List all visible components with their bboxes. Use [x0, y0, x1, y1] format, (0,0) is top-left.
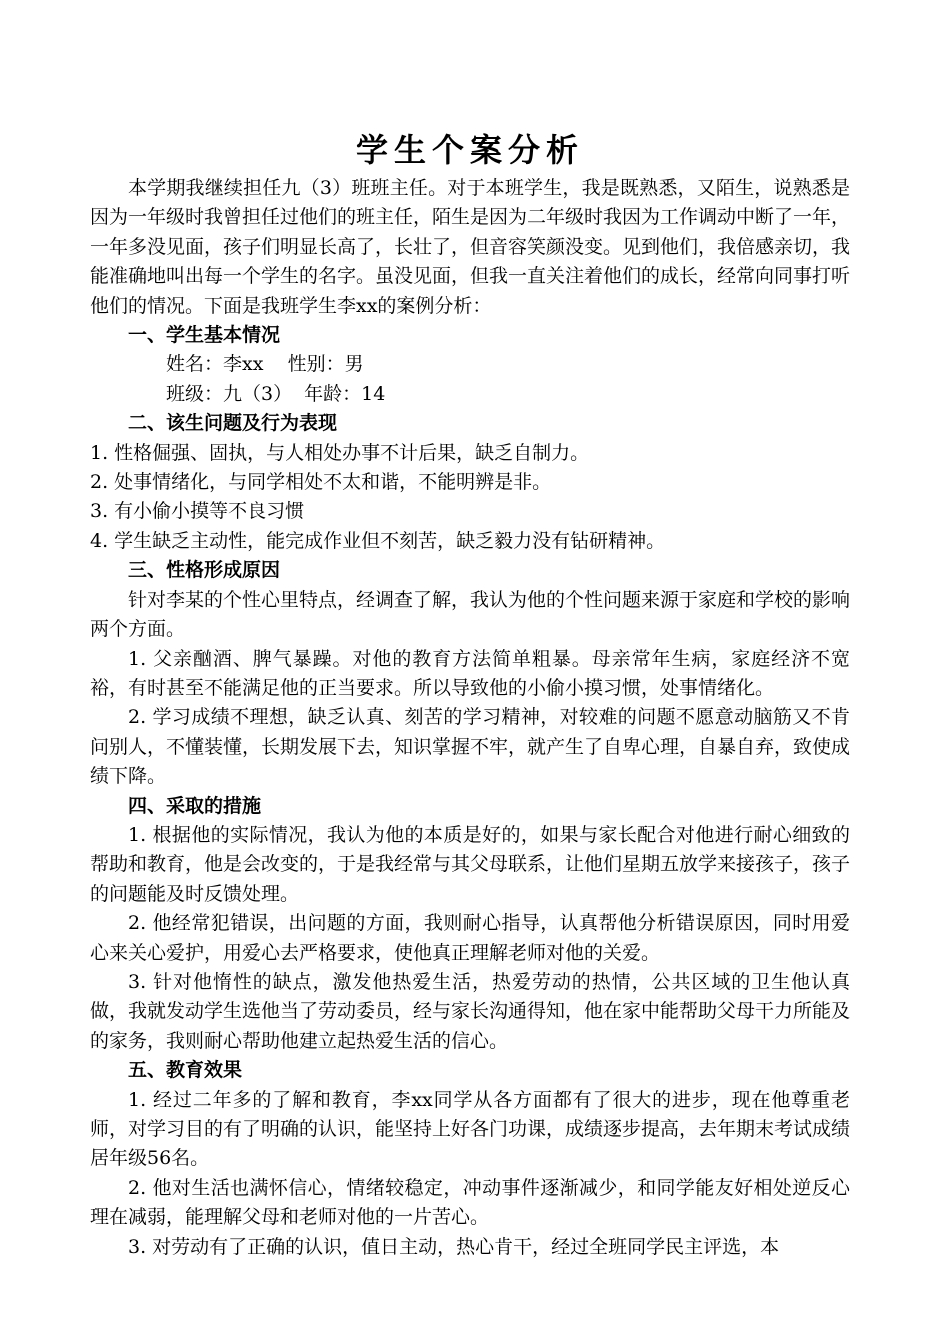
problem-item-3: 3. 有小偷小摸等不良习惯	[90, 500, 305, 523]
causes-intro-paragraph: 针对李某的个性心里特点，经调查了解，我认为他的个性问题来源于家庭和学校的影响两个方面。	[90, 588, 851, 641]
problem-item-2: 2. 处事情绪化，与同学相处不太和谐，不能明辨是非。	[90, 471, 552, 494]
intro-paragraph: 本学期我继续担任九（3）班班主任。对于本班学生，我是既熟悉，又陌生，说熟悉是因为一年级时我曾担任过他们的班主任，陌生是因为二年级时我因为工作调动中断了一年，一年多没见面，孩子们明显长高了，长壮了，但音容笑颜没变。见到他们，我倍感亲切，我能准确地叫出每一个学生的名字。虽没见面，但我一直关注着他们的成长，经常向同事打听他们的情况。下面是我班学生李xx的案例分析：	[90, 177, 851, 317]
cause-paragraph-1: 1. 父亲酗酒、脾气暴躁。对他的教育方法简单粗暴。母亲常年生病，家庭经济不宽裕，有时甚至不能满足他的正当要求。所以导致他的小偷小摸习惯，处事情绪化。	[90, 647, 850, 699]
document-page	[90, 128, 850, 1262]
effect-paragraph-1: 1. 经过二年多的了解和教育，李xx同学从各方面都有了很大的进步，现在他尊重老师，对学习目的有了明确的认识，能坚持上好各门功课，成绩逐步提高，去年期末考试成绩居年级56名。	[90, 1088, 851, 1170]
section-heading-measures: 四、采取的措施	[128, 794, 262, 817]
effect-paragraph-3: 3. 对劳动有了正确的认识，值日主动，热心肯干，经过全班同学民主评选，本	[128, 1235, 780, 1258]
student-class-age: 班级：九（3） 年龄：14	[166, 382, 386, 405]
measure-paragraph-3: 3. 针对他惰性的缺点，激发他热爱生活，热爱劳动的热情，公共区域的卫生他认真做，我就发动学生选他当了劳动委员，经与家长沟通得知，他在家中能帮助父母干力所能及的家务，我则耐心帮助他建立起热爱生活的信心。	[90, 970, 851, 1052]
measure-paragraph-1: 1. 根据他的实际情况，我认为他的本质是好的，如果与家长配合对他进行耐心细致的帮助和教育，他是会改变的，于是我经常与其父母联系，让他们星期五放学来接孩子，孩子的问题能及时反馈处理。	[90, 823, 851, 905]
section-heading-basic-info: 一、学生基本情况	[128, 324, 281, 347]
effect-paragraph-2: 2. 他对生活也满怀信心，情绪较稳定，冲动事件逐渐减少，和同学能友好相处逆反心理在减弱，能理解父母和老师对他的一片苦心。	[90, 1176, 850, 1229]
document-title: 学生个案分析	[355, 131, 584, 169]
measure-paragraph-2: 2. 他经常犯错误，出问题的方面，我则耐心指导，认真帮他分析错误原因，同时用爱心来关心爱护，用爱心去严格要求，使他真正理解老师对他的关爱。	[90, 912, 850, 964]
problem-item-1: 1. 性格倔强、固执，与人相处办事不计后果，缺乏自制力。	[90, 441, 590, 464]
section-heading-problems: 二、该生问题及行为表现	[128, 412, 338, 435]
problem-item-4: 4. 学生缺乏主动性，能完成作业但不刻苦，缺乏毅力没有钻研精神。	[90, 529, 666, 552]
section-heading-effects: 五、教育效果	[128, 1059, 243, 1082]
cause-paragraph-2: 2. 学习成绩不理想，缺乏认真、刻苦的学习精神，对较难的问题不愿意动脑筋又不肯问别人，不懂装懂，长期发展下去，知识掌握不牢，就产生了自卑心理，自暴自弃，致使成绩下降。	[90, 706, 851, 788]
student-name-gender: 姓名：李xx 性别：男	[166, 353, 364, 376]
section-heading-causes: 三、性格形成原因	[128, 559, 281, 582]
